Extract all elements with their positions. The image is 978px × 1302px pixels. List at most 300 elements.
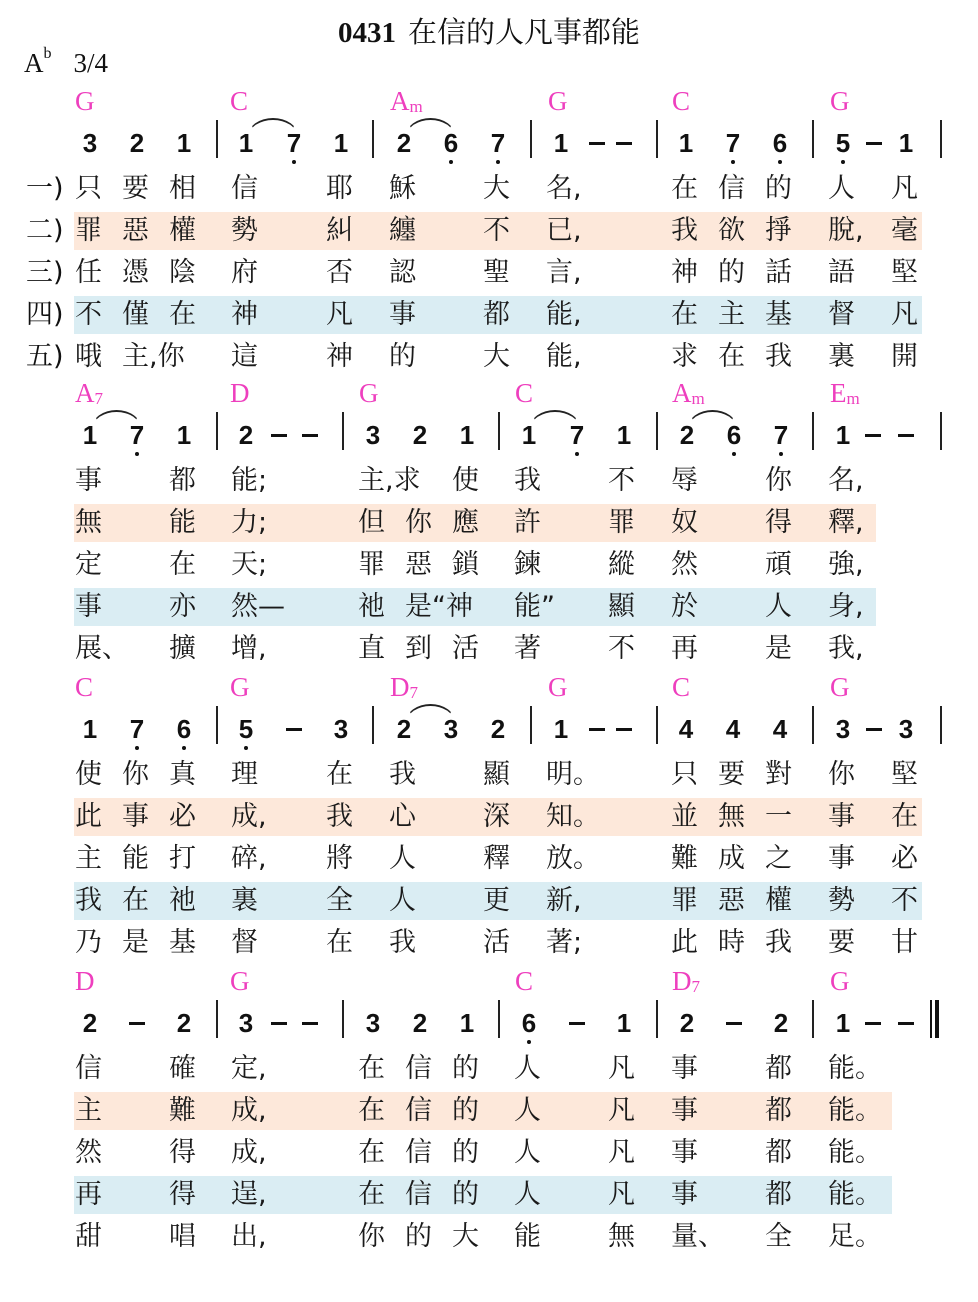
lyric-syllable: 陰 bbox=[169, 257, 196, 288]
song-title bbox=[0, 14, 978, 51]
lyric-syllable: 只 bbox=[671, 759, 698, 790]
chord-symbol bbox=[230, 378, 250, 408]
notation-row bbox=[0, 118, 978, 164]
lyric-syllable: 然 bbox=[671, 549, 698, 580]
lyric-syllable: 真 bbox=[169, 759, 196, 790]
lyric-syllable: 能。 bbox=[828, 1137, 882, 1168]
lyric-syllable: 在 bbox=[326, 759, 353, 790]
chord-symbol bbox=[230, 672, 250, 702]
lyric-syllable: 糾 bbox=[326, 215, 353, 246]
lyric-syllable: 都 bbox=[765, 1053, 792, 1084]
lyric-syllable: 能 bbox=[169, 507, 196, 538]
verse-line bbox=[0, 796, 978, 838]
chord-symbol bbox=[672, 378, 705, 412]
note: 2 bbox=[412, 420, 428, 450]
lyric-syllable: 神 bbox=[326, 341, 353, 372]
chord-symbol bbox=[230, 86, 248, 116]
lyric-syllable: 是 bbox=[765, 633, 792, 664]
lyric-syllable: 成 bbox=[718, 843, 745, 874]
notation-row bbox=[0, 410, 978, 456]
lyric-syllable: 罪 bbox=[358, 549, 385, 580]
lyric-syllable: 此 bbox=[75, 801, 102, 832]
key-accidental: b bbox=[43, 45, 52, 62]
lyric-syllable: 唱 bbox=[169, 1221, 196, 1252]
lyric-syllable: 惡 bbox=[122, 215, 149, 246]
note: 1 bbox=[898, 128, 914, 158]
lyric-syllable: 已, bbox=[546, 215, 582, 246]
sustain-dash bbox=[302, 1022, 318, 1025]
lyric-syllable: 成, bbox=[231, 1137, 267, 1168]
key-letter: A bbox=[24, 48, 44, 78]
lyric-syllable: 我 bbox=[671, 215, 698, 246]
lyric-syllable: 信 bbox=[405, 1095, 432, 1126]
lyric-syllable: 信 bbox=[75, 1053, 102, 1084]
lyric-syllable: 事 bbox=[75, 591, 102, 622]
lyric-syllable: 在 bbox=[671, 173, 698, 204]
lyric-syllable: 裏 bbox=[231, 885, 258, 916]
chord-root: A bbox=[672, 378, 692, 408]
verse-line bbox=[0, 1090, 978, 1132]
lyric-syllable: 認 bbox=[389, 257, 416, 288]
sustain-dash bbox=[865, 434, 881, 437]
lyric-syllable: 我 bbox=[326, 801, 353, 832]
lyric-syllable: 於 bbox=[671, 591, 698, 622]
note: 2 bbox=[176, 1008, 192, 1038]
lyrics-block bbox=[0, 168, 978, 378]
note: 3 bbox=[443, 714, 459, 744]
lyric-syllable: 人 bbox=[514, 1053, 541, 1084]
lyric-syllable: 到 bbox=[405, 633, 432, 664]
lyric-syllable: 確 bbox=[169, 1053, 196, 1084]
lyric-syllable: 大 bbox=[452, 1221, 479, 1252]
lyric-syllable: 使 bbox=[75, 759, 102, 790]
lyric-syllable: 釋 bbox=[483, 843, 510, 874]
lyric-syllable: 身, bbox=[828, 591, 864, 622]
note: 1 bbox=[835, 1008, 851, 1038]
note: 2 bbox=[773, 1008, 789, 1038]
chord-root: G bbox=[75, 86, 95, 116]
chord-symbol bbox=[75, 86, 95, 116]
lyric-syllable: 求 bbox=[671, 341, 698, 372]
sustain-dash bbox=[898, 1022, 914, 1025]
lyric-syllable: 並 bbox=[671, 801, 698, 832]
lyric-syllable: 的 bbox=[452, 1137, 479, 1168]
lyric-syllable: 脫, bbox=[828, 215, 864, 246]
lyric-syllable: 要 bbox=[718, 759, 745, 790]
lyric-syllable: 難 bbox=[671, 843, 698, 874]
note: 1 bbox=[176, 420, 192, 450]
note-low-octave: 7 bbox=[766, 420, 796, 450]
verse-number-label: 四) bbox=[26, 299, 64, 330]
lyric-syllable: 都 bbox=[765, 1137, 792, 1168]
lyric-syllable: 再 bbox=[671, 633, 698, 664]
lyric-syllable: 無 bbox=[75, 507, 102, 538]
note-low-octave: 6 bbox=[514, 1008, 544, 1038]
verse-number-label: 五) bbox=[26, 341, 64, 372]
lyric-syllable: 應 bbox=[452, 507, 479, 538]
verse-line bbox=[0, 168, 978, 210]
lyric-syllable: 活 bbox=[452, 633, 479, 664]
lyric-syllable: 府 bbox=[231, 257, 258, 288]
lyric-syllable: 的 bbox=[765, 173, 792, 204]
lyric-syllable: 事 bbox=[671, 1053, 698, 1084]
chord-root: G bbox=[548, 86, 568, 116]
sustain-dash bbox=[589, 728, 605, 731]
lyric-syllable: 能; bbox=[231, 465, 268, 496]
lyric-syllable: 凡 bbox=[608, 1095, 635, 1126]
verse-line bbox=[0, 210, 978, 252]
lyric-syllable: 深 bbox=[483, 801, 510, 832]
lyric-syllable: 能。 bbox=[828, 1095, 882, 1126]
lyric-syllable: 欲 bbox=[718, 215, 745, 246]
lyric-syllable: 無 bbox=[718, 801, 745, 832]
lyric-syllable: 哦 bbox=[75, 341, 102, 372]
chord-root: A bbox=[390, 86, 410, 116]
lyric-syllable: 神 bbox=[671, 257, 698, 288]
lyric-syllable: 掙 bbox=[765, 215, 792, 246]
sustain-dash bbox=[726, 1022, 742, 1025]
lyric-syllable: 堅 bbox=[891, 759, 918, 790]
lyrics-block bbox=[0, 460, 978, 670]
lyric-syllable: 勢 bbox=[828, 885, 855, 916]
note-low-octave: 7 bbox=[562, 420, 592, 450]
lyric-syllable: 在 bbox=[718, 341, 745, 372]
lyric-syllable: 勢 bbox=[231, 215, 258, 246]
lyric-syllable: 新, bbox=[546, 885, 582, 916]
sustain-dash bbox=[129, 1022, 145, 1025]
chord-root: G bbox=[830, 86, 850, 116]
verse-line bbox=[0, 754, 978, 796]
lyric-syllable: 亦 bbox=[169, 591, 196, 622]
note: 1 bbox=[616, 1008, 632, 1038]
lyric-syllable: 這 bbox=[231, 341, 258, 372]
verse-line bbox=[0, 336, 978, 378]
lyric-syllable: 不 bbox=[608, 465, 635, 496]
note-low-octave: 6 bbox=[169, 714, 199, 744]
final-barline-thin bbox=[930, 1000, 932, 1038]
lyric-syllable: 罪 bbox=[75, 215, 102, 246]
lyric-syllable: 辱 bbox=[671, 465, 698, 496]
lyric-syllable: 在 bbox=[358, 1095, 385, 1126]
lyric-syllable: 然— bbox=[231, 591, 285, 622]
note: 3 bbox=[333, 714, 349, 744]
lyric-syllable: 得 bbox=[765, 507, 792, 538]
lyric-syllable: 信 bbox=[405, 1053, 432, 1084]
lyric-syllable: 都 bbox=[765, 1095, 792, 1126]
lyric-syllable: 之 bbox=[765, 843, 792, 874]
lyric-syllable: 言, bbox=[546, 257, 582, 288]
lyric-syllable: 不 bbox=[75, 299, 102, 330]
note: 1 bbox=[521, 420, 537, 450]
lyric-syllable: 乃 bbox=[75, 927, 102, 958]
lyric-syllable: 裏 bbox=[828, 341, 855, 372]
lyric-syllable: 凡 bbox=[608, 1053, 635, 1084]
lyric-syllable: 我 bbox=[765, 341, 792, 372]
verse-line bbox=[0, 544, 978, 586]
lyric-syllable: 神 bbox=[231, 299, 258, 330]
chord-symbol bbox=[830, 86, 850, 116]
lyric-syllable: 甘 bbox=[891, 927, 918, 958]
hymn-title: 在信的人凡事都能 bbox=[407, 15, 640, 49]
lyric-syllable: 能 bbox=[122, 843, 149, 874]
barline bbox=[372, 120, 374, 158]
lyric-syllable: 人 bbox=[389, 843, 416, 874]
chord-symbol bbox=[390, 672, 418, 706]
lyric-syllable: 著; bbox=[546, 927, 583, 958]
lyric-syllable: 事 bbox=[122, 801, 149, 832]
barline bbox=[656, 120, 658, 158]
lyric-syllable: 祂 bbox=[169, 885, 196, 916]
note-low-octave: 6 bbox=[436, 128, 466, 158]
note: 2 bbox=[238, 420, 254, 450]
lyric-syllable: 的 bbox=[452, 1095, 479, 1126]
lyric-syllable: 我 bbox=[514, 465, 541, 496]
lyric-syllable: 許 bbox=[514, 507, 541, 538]
lyric-syllable: 人 bbox=[765, 591, 792, 622]
note: 1 bbox=[238, 128, 254, 158]
lyric-syllable: 在 bbox=[358, 1137, 385, 1168]
chord-root: D bbox=[390, 672, 410, 702]
chord-root: D bbox=[230, 378, 250, 408]
final-barline-thick bbox=[935, 1000, 939, 1038]
lyric-syllable: 要 bbox=[122, 173, 149, 204]
note: 4 bbox=[772, 714, 788, 744]
verse-line bbox=[0, 628, 978, 670]
lyric-syllable: 鍊 bbox=[514, 549, 541, 580]
barline bbox=[940, 706, 942, 744]
sustain-dash bbox=[302, 434, 318, 437]
note: 3 bbox=[898, 714, 914, 744]
lyric-syllable: 事 bbox=[671, 1179, 698, 1210]
barline bbox=[216, 706, 218, 744]
lyric-syllable: 主 bbox=[718, 299, 745, 330]
chord-symbol bbox=[830, 966, 850, 996]
chord-root: C bbox=[515, 966, 534, 996]
note: 4 bbox=[678, 714, 694, 744]
note: 4 bbox=[725, 714, 741, 744]
note: 1 bbox=[459, 1008, 475, 1038]
chord-symbol bbox=[830, 378, 860, 412]
lyric-syllable: 全 bbox=[326, 885, 353, 916]
note: 1 bbox=[553, 128, 569, 158]
lyric-syllable: 都 bbox=[765, 1179, 792, 1210]
lyric-syllable: 事 bbox=[671, 1137, 698, 1168]
lyric-syllable: 擴 bbox=[169, 633, 196, 664]
verse-line bbox=[0, 586, 978, 628]
note-low-octave: 7 bbox=[122, 714, 152, 744]
slur-tie bbox=[406, 704, 455, 722]
chord-symbol bbox=[548, 86, 568, 116]
chord-symbol bbox=[75, 966, 95, 996]
lyric-syllable: 基 bbox=[765, 299, 792, 330]
lyric-syllable: 督 bbox=[828, 299, 855, 330]
chord-symbol bbox=[75, 378, 103, 412]
lyric-syllable: 穌 bbox=[389, 173, 416, 204]
lyric-syllable: 憑 bbox=[122, 257, 149, 288]
lyric-syllable: 無 bbox=[608, 1221, 635, 1252]
lyric-syllable: 我 bbox=[75, 885, 102, 916]
note: 3 bbox=[238, 1008, 254, 1038]
barline bbox=[812, 1000, 814, 1038]
lyric-syllable: 頑 bbox=[765, 549, 792, 580]
lyric-syllable: 不 bbox=[891, 885, 918, 916]
lyric-syllable: 不 bbox=[608, 633, 635, 664]
chord-quality: m bbox=[846, 389, 860, 408]
lyric-syllable: 在 bbox=[169, 299, 196, 330]
lyric-syllable: 在 bbox=[326, 927, 353, 958]
lyric-syllable: 量、 bbox=[671, 1221, 725, 1252]
note-low-octave: 6 bbox=[765, 128, 795, 158]
lyric-syllable: 都 bbox=[169, 465, 196, 496]
chord-root: C bbox=[75, 672, 94, 702]
chord-root: C bbox=[672, 86, 691, 116]
chord-symbol bbox=[672, 966, 700, 1000]
lyric-syllable: 罪 bbox=[671, 885, 698, 916]
lyric-syllable: 能, bbox=[546, 341, 582, 372]
lyric-syllable: 更 bbox=[483, 885, 510, 916]
lyric-syllable: 碎, bbox=[231, 843, 267, 874]
lyric-syllable: 人 bbox=[389, 885, 416, 916]
lyrics-block bbox=[0, 754, 978, 964]
hymn-number: 0431 bbox=[337, 17, 396, 49]
lyric-syllable: 我 bbox=[389, 759, 416, 790]
lyric-syllable: 你 bbox=[828, 759, 855, 790]
verse-line bbox=[0, 922, 978, 964]
lyric-syllable: 事 bbox=[75, 465, 102, 496]
lyric-syllable: 顯 bbox=[483, 759, 510, 790]
barline bbox=[530, 120, 532, 158]
note: 1 bbox=[459, 420, 475, 450]
lyric-syllable: 此 bbox=[671, 927, 698, 958]
slur-tie bbox=[530, 410, 580, 428]
lyric-syllable: 大 bbox=[483, 341, 510, 372]
verse-line bbox=[0, 502, 978, 544]
lyric-syllable: 只 bbox=[75, 173, 102, 204]
chord-quality: m bbox=[691, 389, 705, 408]
chord-symbol bbox=[548, 672, 568, 702]
sustain-dash bbox=[589, 142, 605, 145]
lyric-syllable: 必 bbox=[891, 843, 918, 874]
lyric-syllable: 主 bbox=[75, 1095, 102, 1126]
barline bbox=[656, 412, 658, 450]
lyric-syllable: 力; bbox=[231, 507, 268, 538]
lyric-syllable: 必 bbox=[169, 801, 196, 832]
lyric-syllable: 定 bbox=[75, 549, 102, 580]
note: 1 bbox=[82, 714, 98, 744]
chord-symbol bbox=[672, 672, 690, 702]
lyric-syllable: 人 bbox=[828, 173, 855, 204]
lyric-syllable: 耶 bbox=[326, 173, 353, 204]
note-low-octave: 7 bbox=[122, 420, 152, 450]
lyric-syllable: 惡 bbox=[405, 549, 432, 580]
lyric-syllable: 話 bbox=[765, 257, 792, 288]
chord-root: G bbox=[359, 378, 379, 408]
lyric-syllable: 是“神 bbox=[405, 591, 473, 622]
lyric-syllable: 你 bbox=[765, 465, 792, 496]
verse-number-label: 三) bbox=[26, 257, 64, 288]
lyric-syllable: 得 bbox=[169, 1179, 196, 1210]
lyric-syllable: 天; bbox=[231, 549, 268, 580]
lyric-syllable: 能。 bbox=[828, 1179, 882, 1210]
lyric-syllable: 知。 bbox=[546, 801, 600, 832]
lyric-syllable: 權 bbox=[765, 885, 792, 916]
lyric-syllable: 縱 bbox=[608, 549, 635, 580]
note: 2 bbox=[396, 128, 412, 158]
lyric-syllable: 任 bbox=[75, 257, 102, 288]
lyric-syllable: 的 bbox=[718, 257, 745, 288]
lyric-syllable: 的 bbox=[452, 1179, 479, 1210]
barline bbox=[342, 1000, 344, 1038]
lyric-syllable: 權 bbox=[169, 215, 196, 246]
note: 1 bbox=[333, 128, 349, 158]
verse-line bbox=[0, 1216, 978, 1258]
lyric-syllable: 人 bbox=[514, 1179, 541, 1210]
chord-symbol bbox=[75, 672, 93, 702]
slur-tie bbox=[248, 118, 298, 136]
sustain-dash bbox=[569, 1022, 585, 1025]
lyric-syllable: 難 bbox=[169, 1095, 196, 1126]
chord-root: A bbox=[75, 378, 95, 408]
lyric-syllable: 開 bbox=[891, 341, 918, 372]
chord-quality: 7 bbox=[94, 389, 103, 408]
lyric-syllable: 直 bbox=[358, 633, 385, 664]
lyric-syllable: 在 bbox=[169, 549, 196, 580]
note: 1 bbox=[82, 420, 98, 450]
lyric-syllable: 成, bbox=[231, 1095, 267, 1126]
lyric-syllable: 相 bbox=[169, 173, 196, 204]
lyric-syllable: 全 bbox=[765, 1221, 792, 1252]
lyric-syllable: 但 bbox=[358, 507, 385, 538]
lyric-syllable: 要 bbox=[828, 927, 855, 958]
lyric-syllable: 主,你 bbox=[122, 341, 185, 372]
lyric-syllable: 在 bbox=[891, 801, 918, 832]
barline bbox=[372, 706, 374, 744]
barline bbox=[656, 1000, 658, 1038]
lyric-syllable: 顯 bbox=[608, 591, 635, 622]
chord-symbol bbox=[515, 966, 533, 996]
lyric-syllable: 罪 bbox=[608, 507, 635, 538]
note-low-octave: 5 bbox=[828, 128, 858, 158]
sustain-dash bbox=[286, 728, 302, 731]
lyric-syllable: 凡 bbox=[891, 173, 918, 204]
lyric-syllable: 的 bbox=[405, 1221, 432, 1252]
lyric-syllable: 甜 bbox=[75, 1221, 102, 1252]
chord-root: G bbox=[548, 672, 568, 702]
barline bbox=[216, 412, 218, 450]
lyric-syllable: 在 bbox=[671, 299, 698, 330]
sustain-dash bbox=[271, 434, 287, 437]
note: 2 bbox=[396, 714, 412, 744]
lyric-syllable: 能” bbox=[514, 591, 555, 622]
note-low-octave: 7 bbox=[718, 128, 748, 158]
lyric-syllable: 足。 bbox=[828, 1221, 882, 1252]
lyric-syllable: 心 bbox=[389, 801, 416, 832]
lyric-syllable: 使 bbox=[452, 465, 479, 496]
note: 1 bbox=[835, 420, 851, 450]
sustain-dash bbox=[898, 434, 914, 437]
chord-symbol bbox=[515, 378, 533, 408]
lyric-syllable: 凡 bbox=[608, 1179, 635, 1210]
lyric-syllable: 一 bbox=[765, 801, 792, 832]
lyric-syllable: 信 bbox=[405, 1137, 432, 1168]
barline bbox=[216, 120, 218, 158]
note: 2 bbox=[679, 1008, 695, 1038]
lyric-syllable: 放。 bbox=[546, 843, 600, 874]
verse-line bbox=[0, 1132, 978, 1174]
lyric-syllable: 鎖 bbox=[452, 549, 479, 580]
verse-line bbox=[0, 294, 978, 336]
barline bbox=[940, 412, 942, 450]
